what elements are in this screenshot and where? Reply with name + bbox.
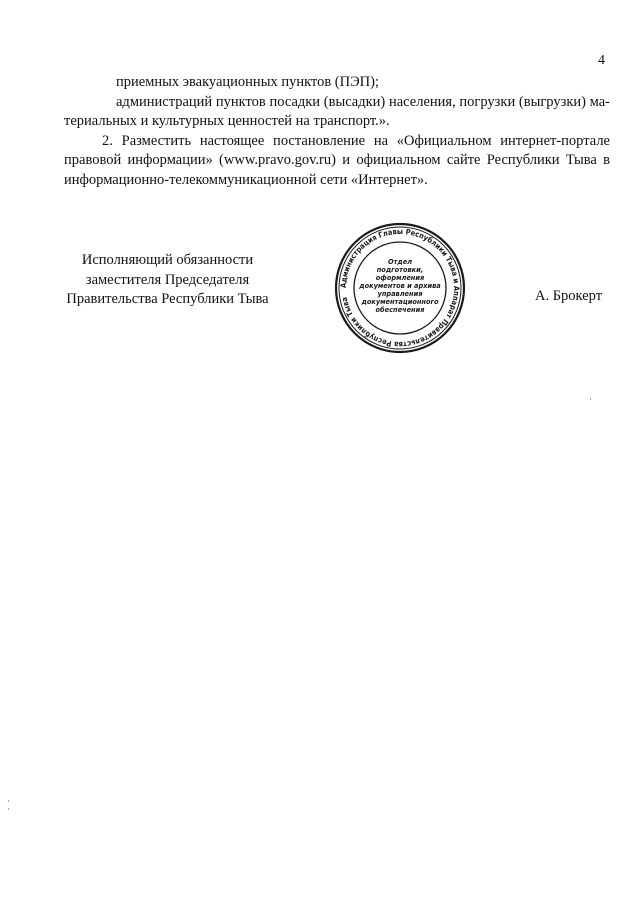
body-line-administrations: администраций пунктов посадки (высадки) населения, погрузки (выгрузки) ма-: [116, 93, 610, 110]
document-body: [64, 73, 610, 191]
body-line-publish-item-end: информационно-телекоммуникационной сети «Интернет».: [64, 171, 428, 188]
seal-center-line: Отдел: [387, 258, 413, 266]
seal-center-line: документационного: [361, 298, 439, 306]
seal-center-line: подготовки,: [376, 266, 424, 274]
seal-center-line: документов и архива: [359, 282, 441, 290]
body-line-publish-item: 2. Разместить настоящее постановление на «Официальном интернет-портале: [102, 132, 610, 149]
scan-speck: [8, 808, 9, 810]
seal-outer-text: Администрация Главы Республики Тыва и Аппарат Правительства Республики Тыва: [338, 226, 462, 350]
signer-title-line: заместителя Председателя: [85, 271, 250, 288]
signer-title-line: Правительства Республики Тыва: [66, 291, 269, 308]
page-number: 4: [598, 53, 605, 68]
scan-speck: [590, 398, 591, 400]
body-line-administrations-cont: териальных и культурных ценностей на транспорт.».: [64, 113, 390, 130]
seal-center-line: обеспечения: [375, 306, 425, 314]
seal-center-line: управления: [377, 290, 423, 298]
body-line-evacuation-points: приемных эвакуационных пунктов (ПЭП);: [116, 74, 380, 90]
body-line-publish-item-cont: правовой информации» (www.pravo.gov.ru) и официальном сайте Республики Тыва в: [64, 152, 610, 169]
signer-name: А. Брокерт: [535, 288, 603, 304]
signer-title: [60, 251, 275, 310]
official-seal: [334, 222, 466, 354]
scan-speck: [8, 800, 9, 802]
seal-center-line: оформления: [375, 274, 425, 282]
signer-title-line: Исполняющий обязанности: [81, 252, 254, 268]
